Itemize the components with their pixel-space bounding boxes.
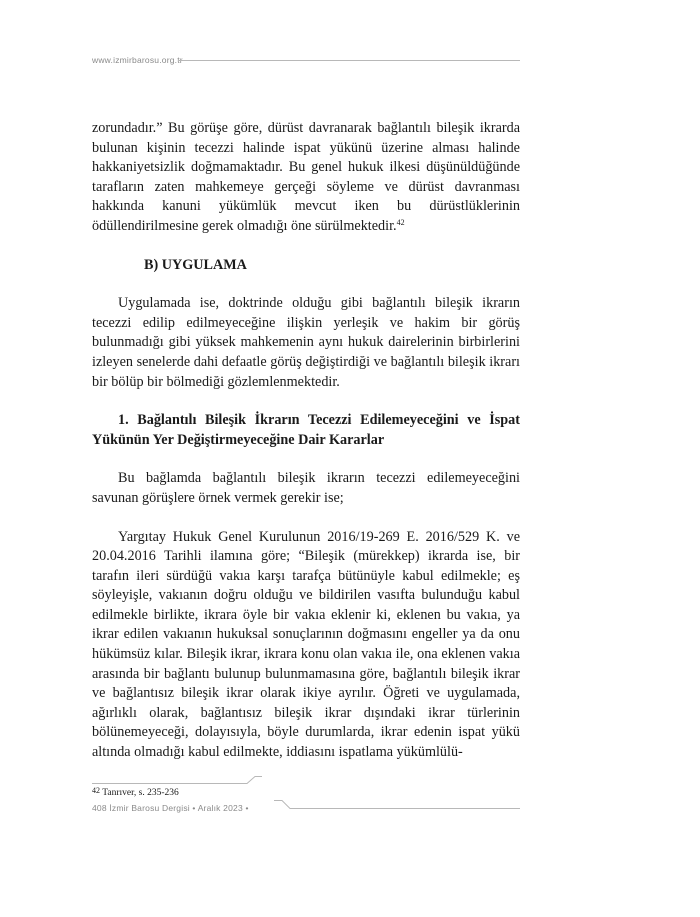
footnote-rule [92,776,262,784]
footnote-reference: 42 [396,217,405,227]
footnote-number: 42 [92,786,100,795]
footnote [92,784,520,800]
paragraph-2: Uygulamada ise, doktrinde olduğu gibi bağlantılı bileşik ikrarın tecezzi edilip edilmeyeceğine ilişkin yerleşik ve hakim bir görüş bulunmadığı gibi yüksek mahkemenin aynı hukuk dairelerinin birbirlerini izleyen senelerde dahi defaatle görüş değiştirdiği ve bağlantılı bileşik ikrarı bir bölüp bir bölmediği gözlemlenmektedir. [92,295,520,390]
section-heading-b: B) UYGULAMA [144,256,247,273]
header-url: www.izmirbarosu.org.tr [92,55,183,65]
footer-text: 408 İzmir Barosu Dergisi • Aralık 2023 • [92,803,249,813]
page-footer [92,800,520,816]
page-header [92,54,520,68]
paragraph-1 [92,119,520,237]
subsection-heading-1: 1. Bağlantılı Bileşik İkrarın Tecezzi Edilemeyeceğini ve İspat Yükünün Yer Değiştirmeyeceğine Dair Kararlar [92,412,520,448]
paragraph-3: Bu bağlamda bağlantılı bileşik ikrarın tecezzi edilemeyeceğini savunan görüşlere örnek vermek gerekir ise; [92,470,520,506]
header-rule [178,60,520,61]
paragraph-4: Yargıtay Hukuk Genel Kurulunun 2016/19-269 E. 2016/529 K. ve 20.04.2016 Tarihli ilamına göre; “Bileşik (mürekkep) ikrarda ise, bir tarafın ileri sürdüğü vakıa karşı tarafça bütünüyle kabul edilmekle; eş söyleyişle, vakıanın doğru olduğu ve bildirilen vasıfta bulunduğu kabul edilmekle birlikte, ikrara öyle bir vakıa eklenir ki, eklenen bu vakıa, ya ikrar edilen vakıanın hukuksal sonuçlarının doğmasını engeller ya da onu hükümsüz kılar. Bileşik ikrar, ikrara konu olan vakıa ile, ona eklenen vakıa arasında bir bağlantı bulunup bulunmamasına göre, bağlantılı bileşik ikrar ve bağlantısız bileşik ikrar olarak ikiye ayrılır. Öğreti ve uygulamada, ağırlıklı olarak, bağlantısız bileşik ikrar dışındaki ikrar türlerinin bölünemeyeceği, dolayısıyla, böyle durumlarda, ikrar edenin ispat yükü altında olmadığı kabul edilmekte, iddiasını ispatlama yükümlülü- [92,528,520,761]
paragraph-1-text: zorundadır.” Bu görüşe göre, dürüst davranarak bağlantılı bileşik ikrarda bulunan kişinin tecezzi halinde ispat yükünü üzerine alması halinde hakkaniyetsizlik doğmamaktadır. Bu genel hukuk ilkesi düşünüldüğünde tarafların zaten mahkemeye gerçeği söyleme ve dürüst davranması hakkında kanuni yükümlük mevcut iken bu dürüstlüklerinin ödüllendirilmesine gerek olmadığı öne sürülmektedir. [92,120,520,234]
footnote-text: Tanrıver, s. 235-236 [102,788,179,798]
article-body [92,119,520,763]
footer-rule [274,800,520,816]
